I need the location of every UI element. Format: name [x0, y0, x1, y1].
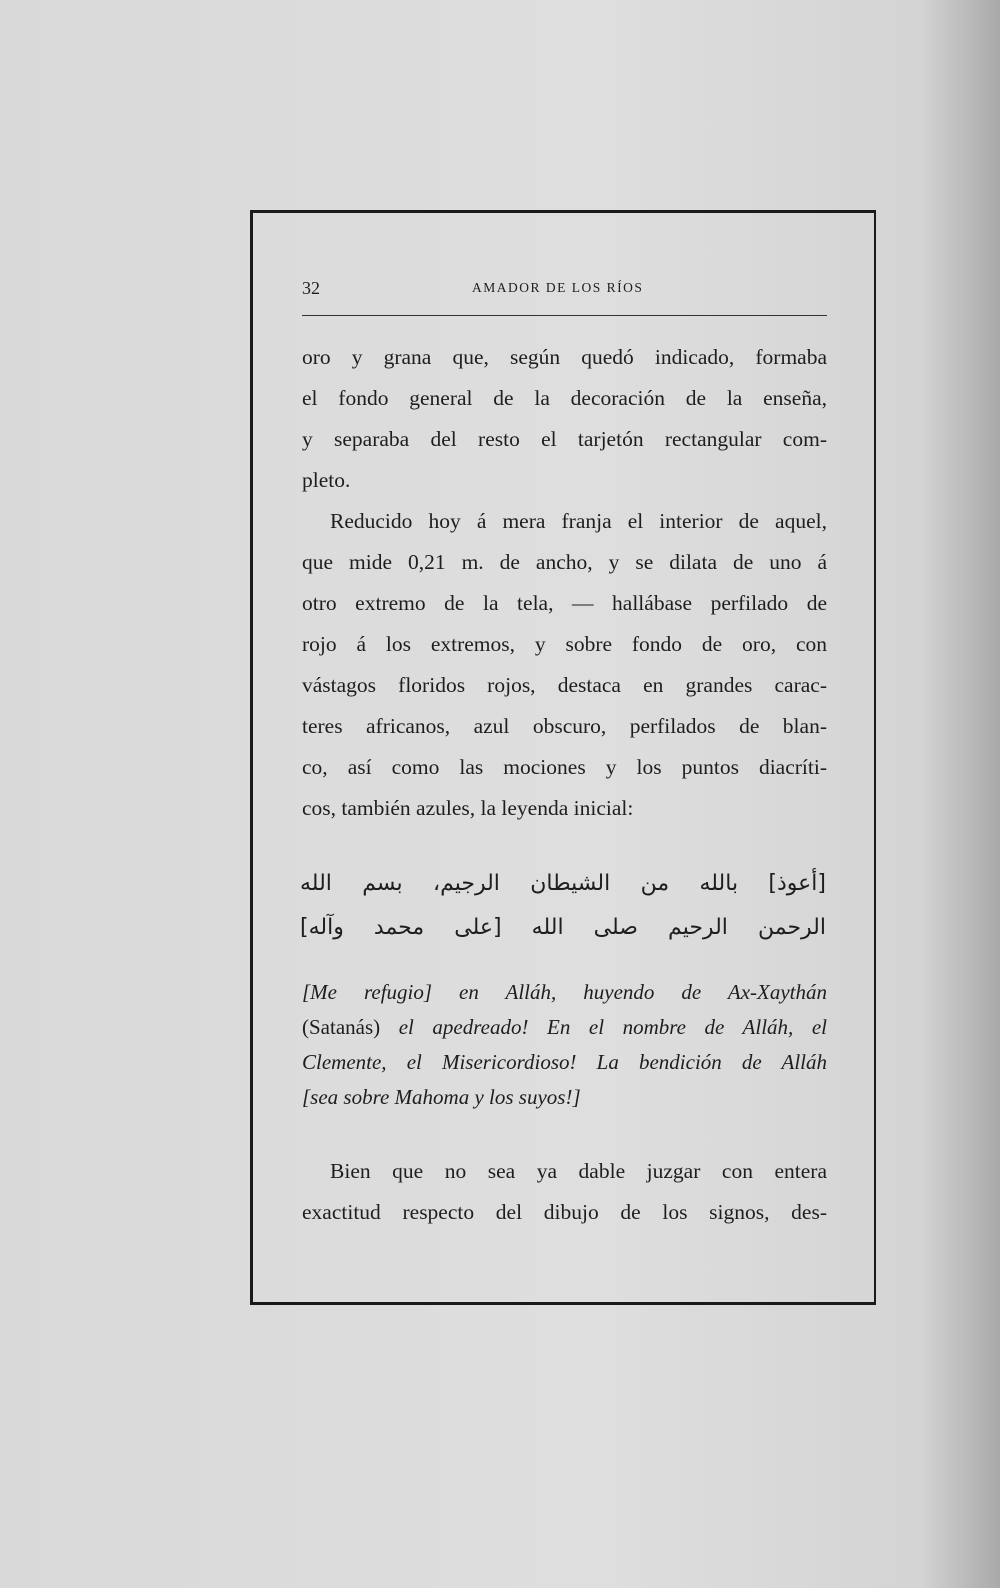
arabic-line-2: الرحمن الرحيم صلى الله [على محمد وآله]	[300, 915, 826, 940]
translation-line: [sea sobre Mahoma y los suyos!]	[302, 1085, 581, 1109]
paragraph-1	[302, 337, 827, 501]
header-rule	[302, 315, 827, 316]
arabic-line-1: [أعوذ] بالله من الشيطان الرجيم، بسم الله	[300, 871, 826, 896]
text-line: Bien que no sea ya dable juzgar con entera	[330, 1159, 827, 1183]
text-line: cos, también azules, la leyenda inicial:	[302, 796, 634, 820]
text-line: el fondo general de la decoración de la enseña,	[302, 386, 827, 410]
translation-line: [Me refugio] en Alláh, huyendo de Ax-Xaythán	[302, 980, 827, 1004]
page-number: 32	[302, 278, 320, 298]
text-line: vástagos floridos rojos, destaca en grandes carac-	[302, 673, 827, 697]
text-line: que mide 0,21 m. de ancho, y se dilata de uno á	[302, 550, 827, 574]
body-text	[302, 337, 827, 829]
translation-roman-text: (Satanás)	[302, 1015, 381, 1039]
page-header	[302, 278, 827, 312]
text-line: teres africanos, azul obscuro, perfilados de blan-	[302, 714, 827, 738]
text-line: rojo á los extremos, y sobre fondo de oro, con	[302, 632, 827, 656]
running-title: AMADOR DE LOS RÍOS	[472, 280, 644, 295]
translation-line: Clemente, el Misericordioso! La bendición de Alláh	[302, 1050, 827, 1074]
text-line: pleto.	[302, 468, 351, 492]
paragraph-2	[302, 501, 827, 829]
arabic-inscription	[300, 862, 826, 950]
text-line: co, así como las mociones y los puntos diacríti-	[302, 755, 827, 779]
text-line: oro y grana que, según quedó indicado, formaba	[302, 345, 827, 369]
text-line: exactitud respecto del dibujo de los signos, des-	[302, 1200, 827, 1224]
text-line: y separaba del resto el tarjetón rectangular com-	[302, 427, 827, 451]
closing-paragraph	[302, 1151, 827, 1233]
translation-line	[302, 1010, 827, 1045]
text-line: otro extremo de la tela, — hallábase perfilado de	[302, 591, 827, 615]
translation-italic-text: el apedreado! En el nombre de Alláh, el	[398, 1015, 828, 1039]
text-line: Reducido hoy á mera franja el interior de aquel,	[330, 509, 827, 533]
translation	[302, 975, 827, 1115]
